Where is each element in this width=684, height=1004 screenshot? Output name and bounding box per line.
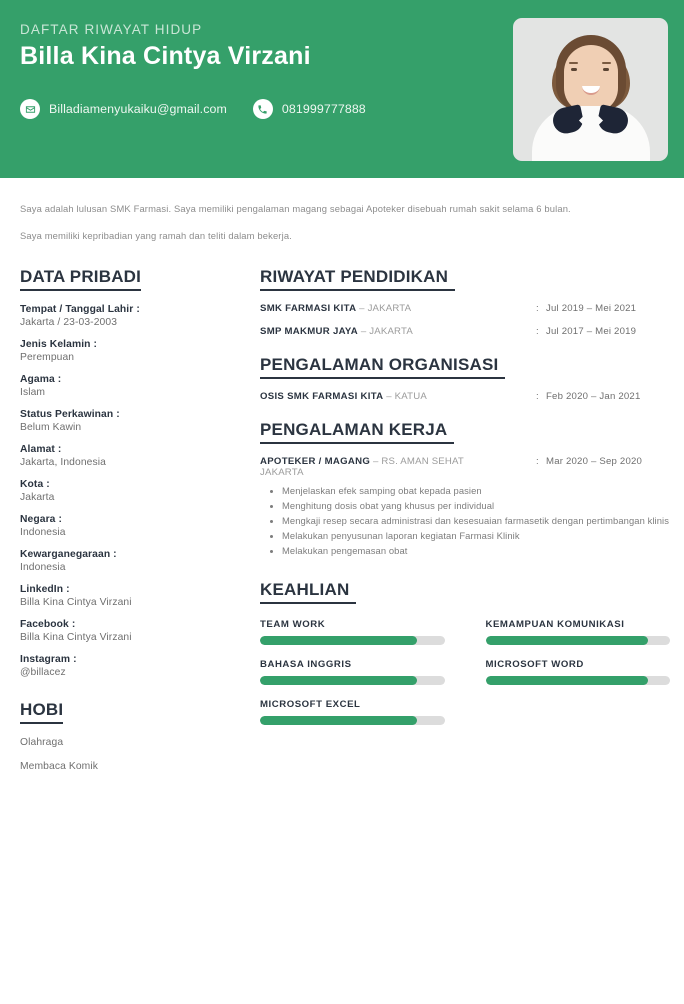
skill-label: MICROSOFT WORD	[485, 658, 584, 670]
phone-icon	[253, 99, 273, 119]
hobi-item: Olahraga	[20, 737, 64, 749]
contact-phone[interactable]	[253, 99, 366, 119]
skill-bar-fill	[486, 636, 648, 645]
org-name: SMK FARMASI KITA	[260, 303, 357, 315]
field-kota	[20, 479, 242, 503]
section-heading-data-pribadi: DATA PRIBADI	[20, 267, 141, 291]
field-agama	[20, 374, 242, 398]
hobi-item: Membaca Komik	[20, 761, 98, 773]
field-label: Status Perkawinan :	[20, 409, 120, 421]
skill-bar-fill	[260, 636, 417, 645]
duty-item: • Menghitung dosis obat yang khusus per individual	[282, 499, 670, 513]
organisasi-date: : Feb 2020 – Jan 2021	[536, 391, 641, 403]
duty-item: • Melakukan pengemasan obat	[282, 544, 670, 558]
duty-item: • Mengkaji resep secara administrasi dan kesesuaian farmasetik dengan pertimbangan klinis	[282, 514, 670, 528]
section-organisasi	[260, 355, 670, 402]
field-label: Tempat / Tanggal Lahir :	[20, 304, 140, 316]
right-column	[260, 267, 670, 772]
field-linkedin	[20, 584, 242, 608]
field-instagram	[20, 654, 242, 678]
org-role: – KATUA	[383, 391, 427, 403]
skill-kemampuan-komunikasi	[486, 619, 671, 645]
field-value: Jakarta, Indonesia	[20, 457, 106, 469]
skills-grid	[260, 619, 670, 725]
field-label: Facebook :	[20, 619, 76, 631]
education-date: : Jul 2017 – Mei 2019	[536, 326, 637, 338]
field-facebook	[20, 619, 242, 643]
field-value: Perempuan	[20, 352, 75, 364]
duty-item: • Melakukan penyusunan laporan kegiatan Farmasi Klinik	[282, 529, 670, 543]
section-heading-keahlian: KEAHLIAN	[260, 580, 356, 604]
field-kewarganegaraan	[20, 549, 242, 573]
field-status-perkawinan	[20, 409, 242, 433]
field-value: @billacez	[20, 667, 66, 679]
skill-bar-fill	[260, 716, 417, 725]
field-value: Belum Kawin	[20, 422, 82, 434]
field-label: Instagram :	[20, 654, 77, 666]
org-name: OSIS SMK FARMASI KITA	[260, 391, 384, 403]
portrait-illustration	[513, 18, 668, 161]
section-heading-pengalaman-organisasi: PENGALAMAN ORGANISASI	[260, 355, 505, 379]
education-entry	[260, 303, 670, 314]
contact-email[interactable]	[20, 99, 227, 119]
kerja-duties-list	[260, 484, 670, 558]
company-location: JAKARTA	[260, 467, 304, 479]
job-title: APOTEKER / MAGANG	[260, 456, 371, 468]
education-date: : Jul 2019 – Mei 2021	[536, 303, 637, 315]
skill-label: TEAM WORK	[260, 618, 326, 630]
field-label: Alamat :	[20, 444, 62, 456]
field-value: Jakarta	[20, 492, 55, 504]
organisasi-org	[260, 391, 528, 402]
skill-bar-track	[486, 636, 671, 645]
skill-label: MICROSOFT EXCEL	[260, 698, 361, 710]
education-entry	[260, 326, 670, 337]
skill-bahasa-inggris	[260, 659, 445, 685]
section-heading-hobi: HOBI	[20, 700, 63, 724]
field-value: Indonesia	[20, 527, 66, 539]
field-label: Jenis Kelamin :	[20, 339, 98, 351]
organisasi-entry	[260, 391, 670, 402]
kerja-entry	[260, 456, 670, 478]
envelope-icon	[20, 99, 40, 119]
education-org	[260, 303, 528, 314]
org-location: – JAKARTA	[356, 303, 412, 315]
field-label: Negara :	[20, 514, 63, 526]
company-name: – RS. AMAN SEHAT	[370, 456, 464, 468]
field-tempat-tanggal-lahir	[20, 304, 242, 328]
skill-microsoft-word	[486, 659, 671, 685]
document-kicker: DAFTAR RIWAYAT HIDUP	[20, 22, 203, 37]
section-pengalaman-kerja	[260, 420, 670, 558]
email-text: Billadiamenyukaiku@gmail.com	[49, 102, 227, 116]
cv-header	[0, 0, 684, 178]
field-label: Agama :	[20, 374, 62, 386]
section-keahlian	[260, 580, 670, 725]
field-value: Islam	[20, 387, 46, 399]
kerja-date: : Mar 2020 – Sep 2020	[536, 456, 643, 468]
candidate-name: Billa Kina Cintya Virzani	[20, 42, 311, 70]
skill-label: BAHASA INGGRIS	[260, 658, 352, 670]
skill-team-work	[260, 619, 445, 645]
kerja-org	[260, 456, 528, 478]
skill-bar-track	[486, 676, 671, 685]
field-jenis-kelamin	[20, 339, 242, 363]
field-value: Billa Kina Cintya Virzani	[20, 597, 132, 609]
left-column	[20, 267, 242, 772]
skill-bar-track	[260, 676, 445, 685]
summary-paragraph-2: Saya memiliki kepribadian yang ramah dan teliti dalam bekerja.	[20, 230, 292, 242]
field-value: Billa Kina Cintya Virzani	[20, 632, 132, 644]
field-label: Kota :	[20, 479, 50, 491]
field-negara	[20, 514, 242, 538]
skill-bar-track	[260, 636, 445, 645]
section-heading-pengalaman-kerja: PENGALAMAN KERJA	[260, 420, 454, 444]
field-value: Jakarta / 23-03-2003	[20, 317, 118, 329]
section-heading-riwayat-pendidikan: RIWAYAT PENDIDIKAN	[260, 267, 455, 291]
skill-bar-fill	[486, 676, 648, 685]
field-alamat	[20, 444, 242, 468]
duty-item: • Menjelaskan efek samping obat kepada pasien	[282, 484, 670, 498]
field-label: LinkedIn :	[20, 584, 70, 596]
section-education	[260, 267, 670, 337]
skill-bar-fill	[260, 676, 417, 685]
profile-summary	[0, 178, 684, 243]
org-name: SMP MAKMUR JAYA	[260, 326, 358, 338]
org-location: – JAKARTA	[357, 326, 413, 338]
skill-bar-track	[260, 716, 445, 725]
field-value: Indonesia	[20, 562, 66, 574]
candidate-photo	[513, 18, 668, 161]
summary-paragraph-1: Saya adalah lulusan SMK Farmasi. Saya memiliki pengalaman magang sebagai Apoteker disebuah rumah sakit selama 6 bulan.	[20, 203, 571, 214]
phone-text: 081999777888	[281, 102, 366, 116]
skill-label: KEMAMPUAN KOMUNIKASI	[485, 618, 625, 630]
skill-microsoft-excel	[260, 699, 445, 725]
field-label: Kewarganegaraan :	[20, 549, 117, 561]
education-org	[260, 326, 528, 337]
